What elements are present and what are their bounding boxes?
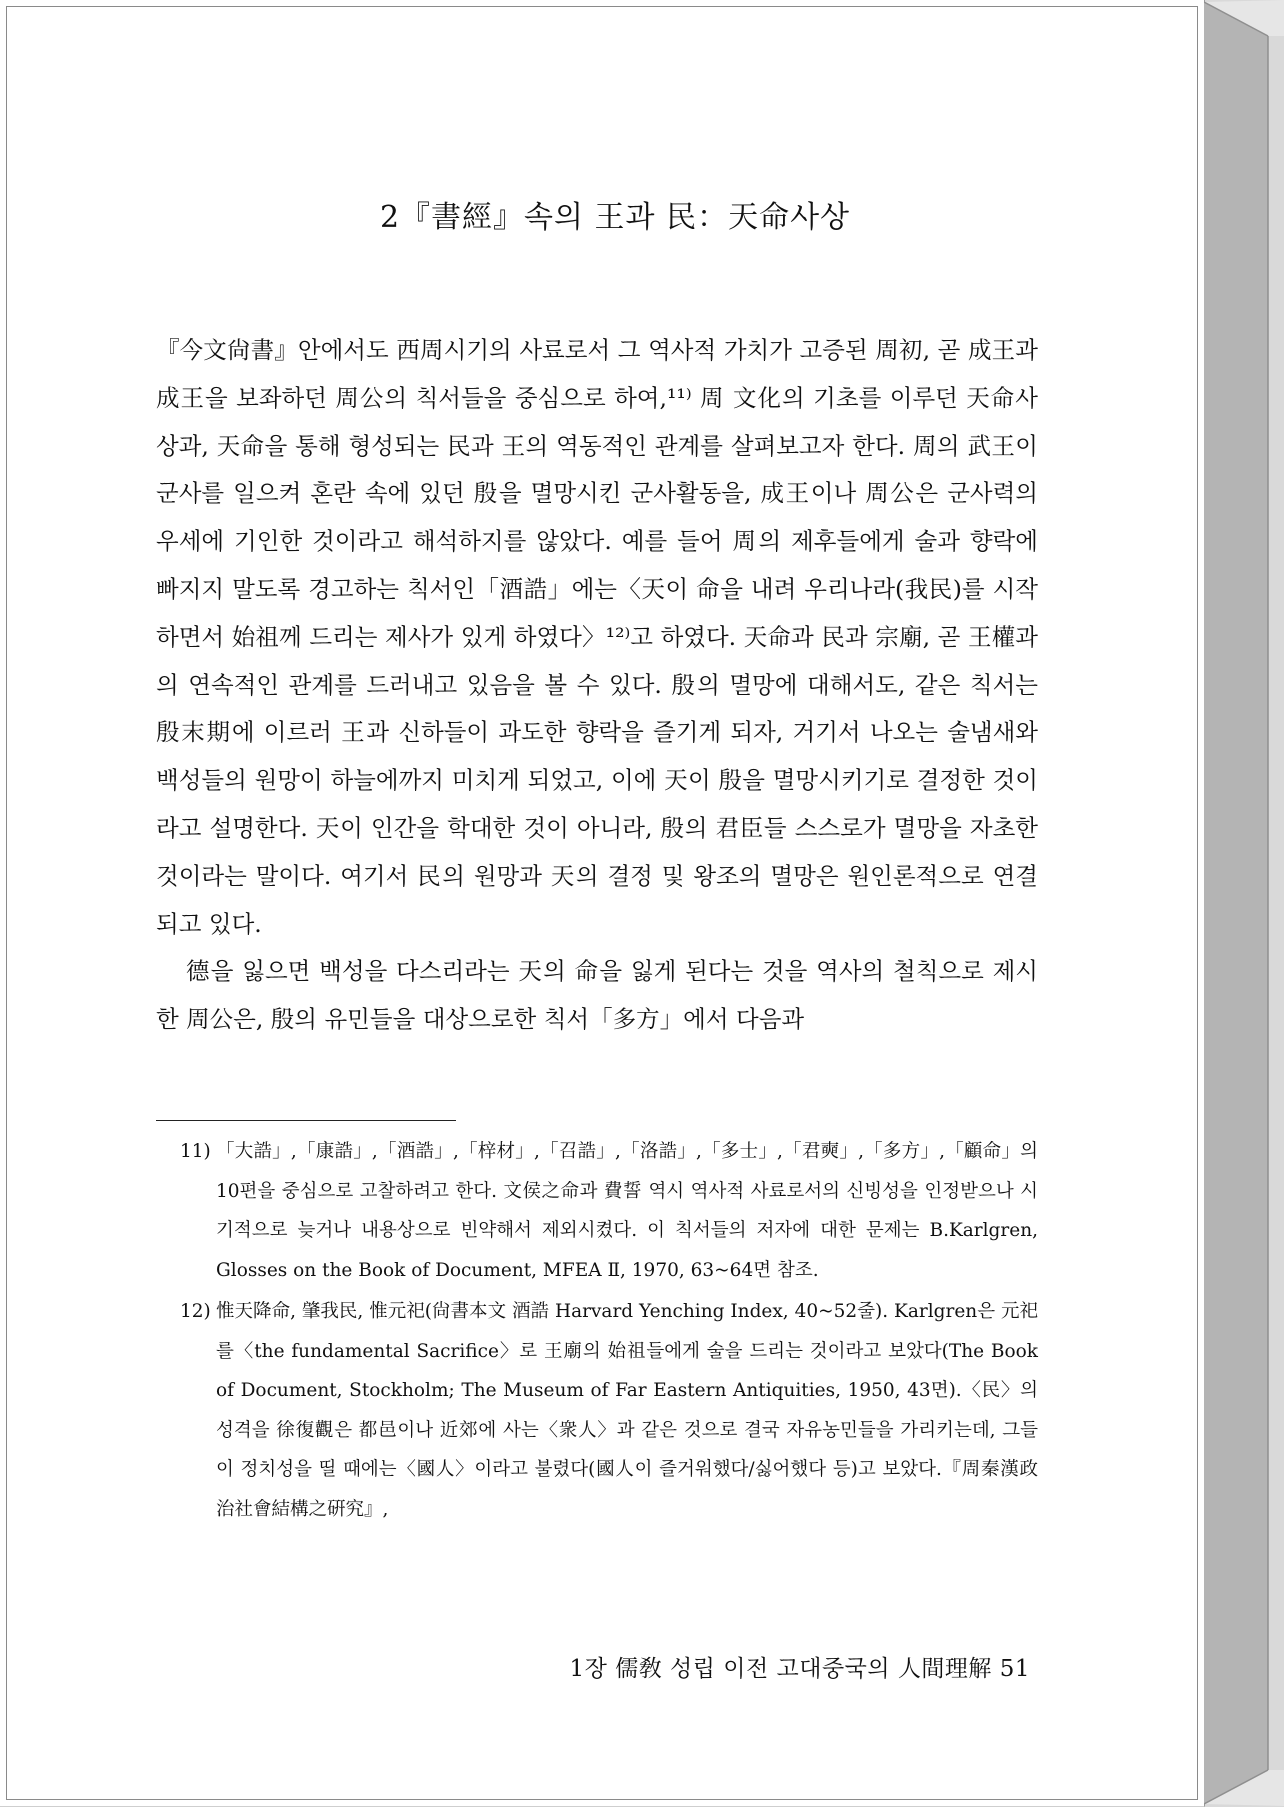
footnote-number: 12) [180, 1301, 211, 1322]
footnote-11 [180, 1132, 1038, 1290]
footnote-12 [180, 1292, 1038, 1529]
footnote-text: 「大誥」,「康誥」,「酒誥」,「梓材」,「召誥」,「洛誥」,「多士」,「君奭」,「多方」,「顧命」의 10편을 중심으로 고찰하려고 한다. 文侯之命과 費誓 역시 역사적 사료로서의 신빙성을 인정받으나 시기적으로 늦거나 내용상으로 빈약해서 제외시켰다. 이 칙서들의 저자에 대한 문제는 B.Karlgren, Glosses on the Book of Document, MFEA Ⅱ, 1970, 63~64면 참조. [216, 1141, 1038, 1281]
body-text [156, 327, 1038, 1044]
footnotes [180, 1132, 1038, 1531]
footnote-separator [156, 1120, 456, 1121]
section-title: 2『書經』속의 王과 民：天命사상 [379, 200, 851, 235]
body-paragraph-2: 德을 잃으면 백성을 다스리라는 天의 命을 잃게 된다는 것을 역사의 철칙으로 제시한 周公은, 殷의 유민들을 대상으로한 칙서「多方」에서 다음과 [156, 957, 1038, 1034]
footnote-text: 惟天降命, 肇我民, 惟元祀(尙書本文 酒誥 Harvard Yenching Index, 40~52줄). Karlgren은 元祀를〈the fundamental Sacrifice〉로 王廟의 始祖들에게 술을 드리는 것이라고 보았다(The Book of Document, Stockholm; The Museum of Far Eastern Antiquities, 1950, 43면).〈民〉의 성격을 徐復觀은 都邑이나 近郊에 사는〈衆人〉과 같은 것으로 결국 자유농민들을 가리키는데, 그들이 정치성을 띨 때에는〈國人〉이라고 불렸다(國人이 즐거워했다/싫어했다 등)고 보았다.『周秦漢政治社會結構之硏究』, [216, 1301, 1038, 1520]
body-paragraph-1: 『今文尙書』안에서도 西周시기의 사료로서 그 역사적 가치가 고증된 周初, 곧 成王과 成王을 보좌하던 周公의 칙서들을 중심으로 하여,¹¹⁾ 周 文化의 기초를 이루던 天命사상과, 天命을 통해 형성되는 民과 王의 역동적인 관계를 살펴보고자 한다. 周의 武王이 군사를 일으켜 혼란 속에 있던 殷을 멸망시킨 군사활동을, 成王이나 周公은 군사력의 우세에 기인한 것이라고 해석하지를 않았다. 예를 들어 周의 제후들에게 술과 향락에 빠지지 말도록 경고하는 칙서인「酒誥」에는〈天이 命을 내려 우리나라(我民)를 시작하면서 始祖께 드리는 제사가 있게 하였다〉¹²⁾고 하였다. 天命과 民과 宗廟, 곧 王權과의 연속적인 관계를 드러내고 있음을 볼 수 있다. 殷의 멸망에 대해서도, 같은 칙서는 殷末期에 이르러 王과 신하들이 과도한 향락을 즐기게 되자, 거기서 나오는 술냄새와 백성들의 원망이 하늘에까지 미치게 되었고, 이에 天이 殷을 멸망시키기로 결정한 것이라고 설명한다. 天이 인간을 학대한 것이 아니라, 殷의 君臣들 스스로가 멸망을 자초한 것이라는 말이다. 여기서 民의 원망과 天의 결정 및 왕조의 멸망은 원인론적으로 연결되고 있다. [156, 336, 1038, 938]
book-spine-edge [1204, 0, 1284, 1806]
page-footer: 1장 儒敎 성립 이전 고대중국의 人間理解 51 [569, 1656, 1030, 1682]
footnote-number: 11) [180, 1141, 211, 1162]
